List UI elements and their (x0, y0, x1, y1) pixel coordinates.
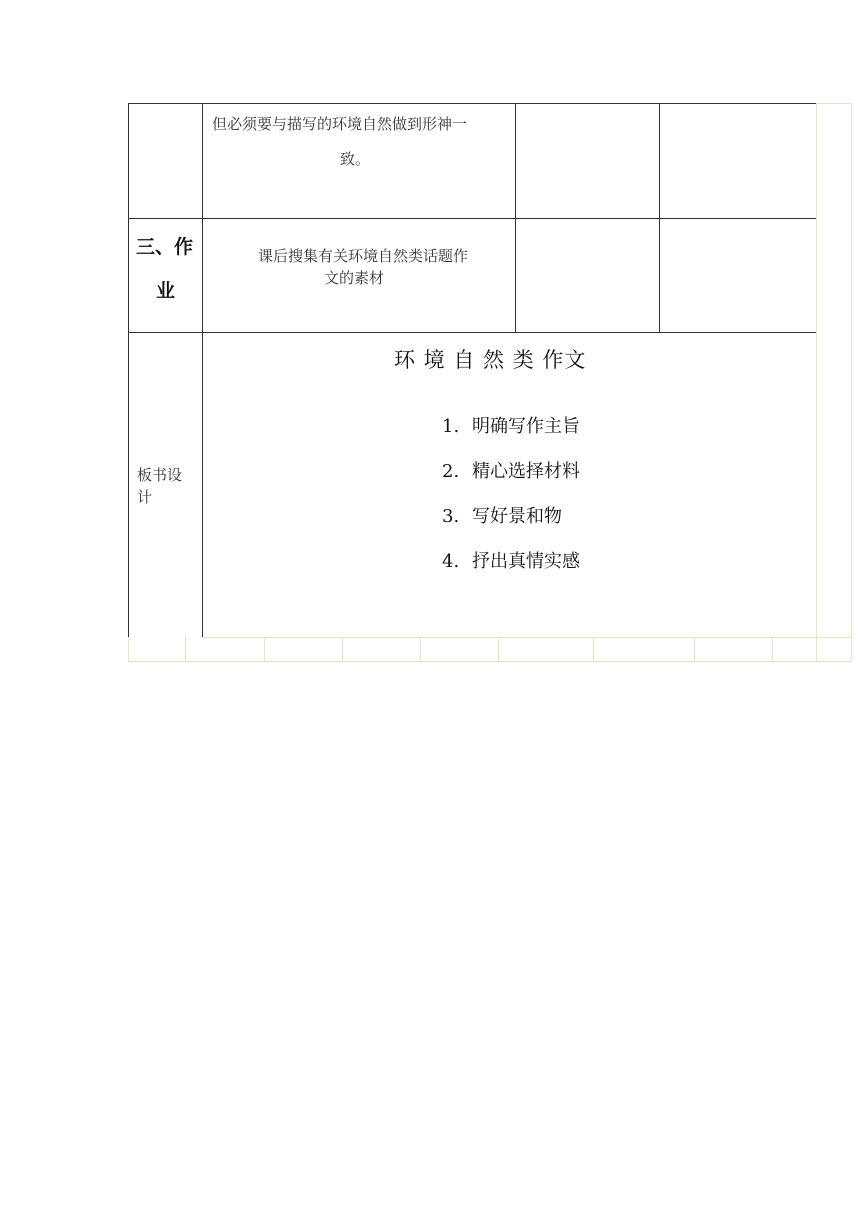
grid-line (694, 637, 695, 662)
board-item-number: 1. (442, 416, 460, 437)
grid-line (851, 103, 852, 662)
row1-content-line2: 致。 (340, 150, 371, 168)
table-border (515, 103, 516, 332)
grid-line (264, 637, 265, 662)
grid-line (342, 637, 343, 662)
table-border (128, 218, 816, 219)
board-item-number: 2. (442, 461, 460, 482)
table-border (659, 103, 660, 332)
row1-content-line1: 但必须要与描写的环境自然做到形神一 (212, 115, 468, 133)
board-design-label-line2: 计 (137, 488, 153, 506)
grid-line (498, 637, 499, 662)
grid-line (128, 661, 852, 662)
table-border (128, 103, 129, 637)
table-border (128, 332, 816, 333)
board-item (442, 457, 580, 483)
homework-content-line2: 文的素材 (324, 269, 385, 287)
homework-label-line1: 三、作 (136, 236, 194, 258)
grid-line (185, 637, 186, 662)
grid-line (816, 103, 817, 662)
board-item (442, 547, 580, 573)
table-border (128, 103, 816, 104)
board-item-text: 明确写作主旨 (472, 416, 580, 437)
homework-label-line2: 业 (156, 280, 176, 302)
grid-line (593, 637, 594, 662)
board-item (442, 502, 562, 528)
board-item-number: 4. (442, 551, 460, 572)
board-title: 环 境 自 然 类 作文 (394, 348, 587, 372)
board-item-number: 3. (442, 506, 460, 527)
grid-line (202, 637, 852, 638)
board-item-text: 精心选择材料 (472, 461, 580, 482)
grid-line (772, 637, 773, 662)
board-item-text: 写好景和物 (472, 506, 562, 527)
board-design-label-line1: 板书设 (137, 466, 183, 484)
table-border (202, 103, 203, 637)
grid-line (128, 637, 129, 662)
board-item-text: 抒出真情实感 (472, 551, 580, 572)
board-item (442, 412, 580, 438)
grid-line (816, 103, 852, 104)
grid-line (420, 637, 421, 662)
homework-content-line1: 课后搜集有关环境自然类话题作 (258, 247, 469, 265)
